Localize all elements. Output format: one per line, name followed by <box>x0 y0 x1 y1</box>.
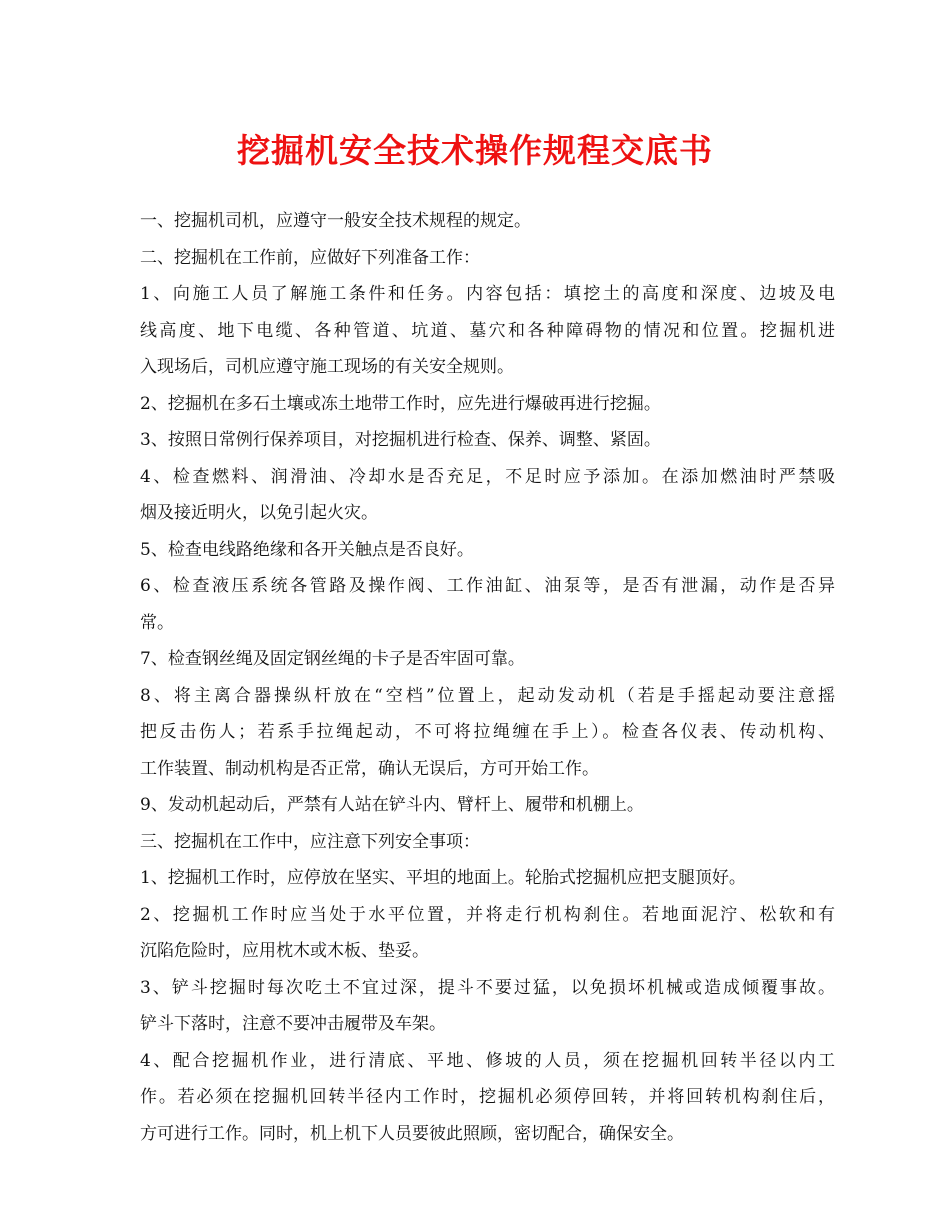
paragraph-line: 4、配合挖掘机作业，进行清底、平地、修坡的人员，须在挖掘机回转半径以内工 <box>140 1050 835 1071</box>
paragraph-line: 2、挖掘机工作时应当处于水平位置，并将走行机构刹住。若地面泥泞、松软和有 <box>140 904 835 925</box>
paragraph-line: 8、将主离合器操纵杆放在“空档”位置上，起动发动机（若是手摇起动要注意摇 <box>140 685 835 706</box>
paragraph-line: 1、向施工人员了解施工条件和任务。内容包括：填挖土的高度和深度、边坡及电 <box>140 284 835 304</box>
paragraph-line: 方可进行工作。同时，机上机下人员要彼此照顾，密切配合，确保安全。 <box>140 1123 684 1144</box>
paragraph-line: 作。若必须在挖掘机回转半径内工作时，挖掘机必须停回转，并将回转机构刹住后， <box>140 1087 835 1107</box>
paragraph-line: 7、检查钢丝绳及固定钢丝绳的卡子是否牢固可靠。 <box>140 649 525 669</box>
paragraph-line: 二、挖掘机在工作前，应做好下列准备工作： <box>140 247 480 268</box>
paragraph-line: 2、挖掘机在多石土壤或冻土地带工作时，应先进行爆破再进行挖掘。 <box>140 393 661 414</box>
paragraph-line: 工作装置、制动机构是否正常，确认无误后，方可开始工作。 <box>140 758 599 779</box>
paragraph-line: 一、挖掘机司机，应遵守一般安全技术规程的规定。 <box>140 211 531 231</box>
paragraph-line: 4、检查燃料、润滑油、冷却水是否充足，不足时应予添加。在添加燃油时严禁吸 <box>140 466 835 487</box>
paragraph-line: 9、发动机起动后，严禁有人站在铲斗内、臂杆上、履带和机棚上。 <box>140 795 644 815</box>
paragraph-line: 把反击伤人；若系手拉绳起动，不可将拉绳缠在手上）。检查各仪表、传动机构、 <box>140 722 835 742</box>
document-body <box>140 203 835 1152</box>
paragraph-line: 沉陷危险时，应用枕木或木板、垫妥。 <box>140 941 429 961</box>
paragraph-line: 入现场后，司机应遵守施工现场的有关安全规则。 <box>140 357 514 377</box>
paragraph-line: 线高度、地下电缆、各种管道、坑道、墓穴和各种障碍物的情况和位置。挖掘机进 <box>140 320 835 341</box>
paragraph-line: 烟及接近明火，以免引起火灾。 <box>140 503 378 523</box>
paragraph-line: 1、挖掘机工作时，应停放在坚实、平坦的地面上。轮胎式挖掘机应把支腿顶好。 <box>140 868 746 888</box>
paragraph-line: 5、检查电线路绝缘和各开关触点是否良好。 <box>140 539 474 560</box>
paragraph-line: 三、挖掘机在工作中，应注意下列安全事项： <box>140 831 480 852</box>
paragraph-line: 铲斗下落时，注意不要冲击履带及车架。 <box>140 1014 446 1034</box>
paragraph-line: 3、铲斗挖掘时每次吃土不宜过深，提斗不要过猛，以免损坏机械或造成倾覆事故。 <box>140 977 835 998</box>
paragraph-line: 常。 <box>140 612 174 633</box>
paragraph-line: 6、检查液压系统各管路及操作阀、工作油缸、油泵等，是否有泄漏，动作是否异 <box>140 576 835 596</box>
document-title: 挖掘机安全技术操作规程交底书 <box>237 131 713 170</box>
paragraph-line: 3、按照日常例行保养项目，对挖掘机进行检查、保养、调整、紧固。 <box>140 430 661 450</box>
